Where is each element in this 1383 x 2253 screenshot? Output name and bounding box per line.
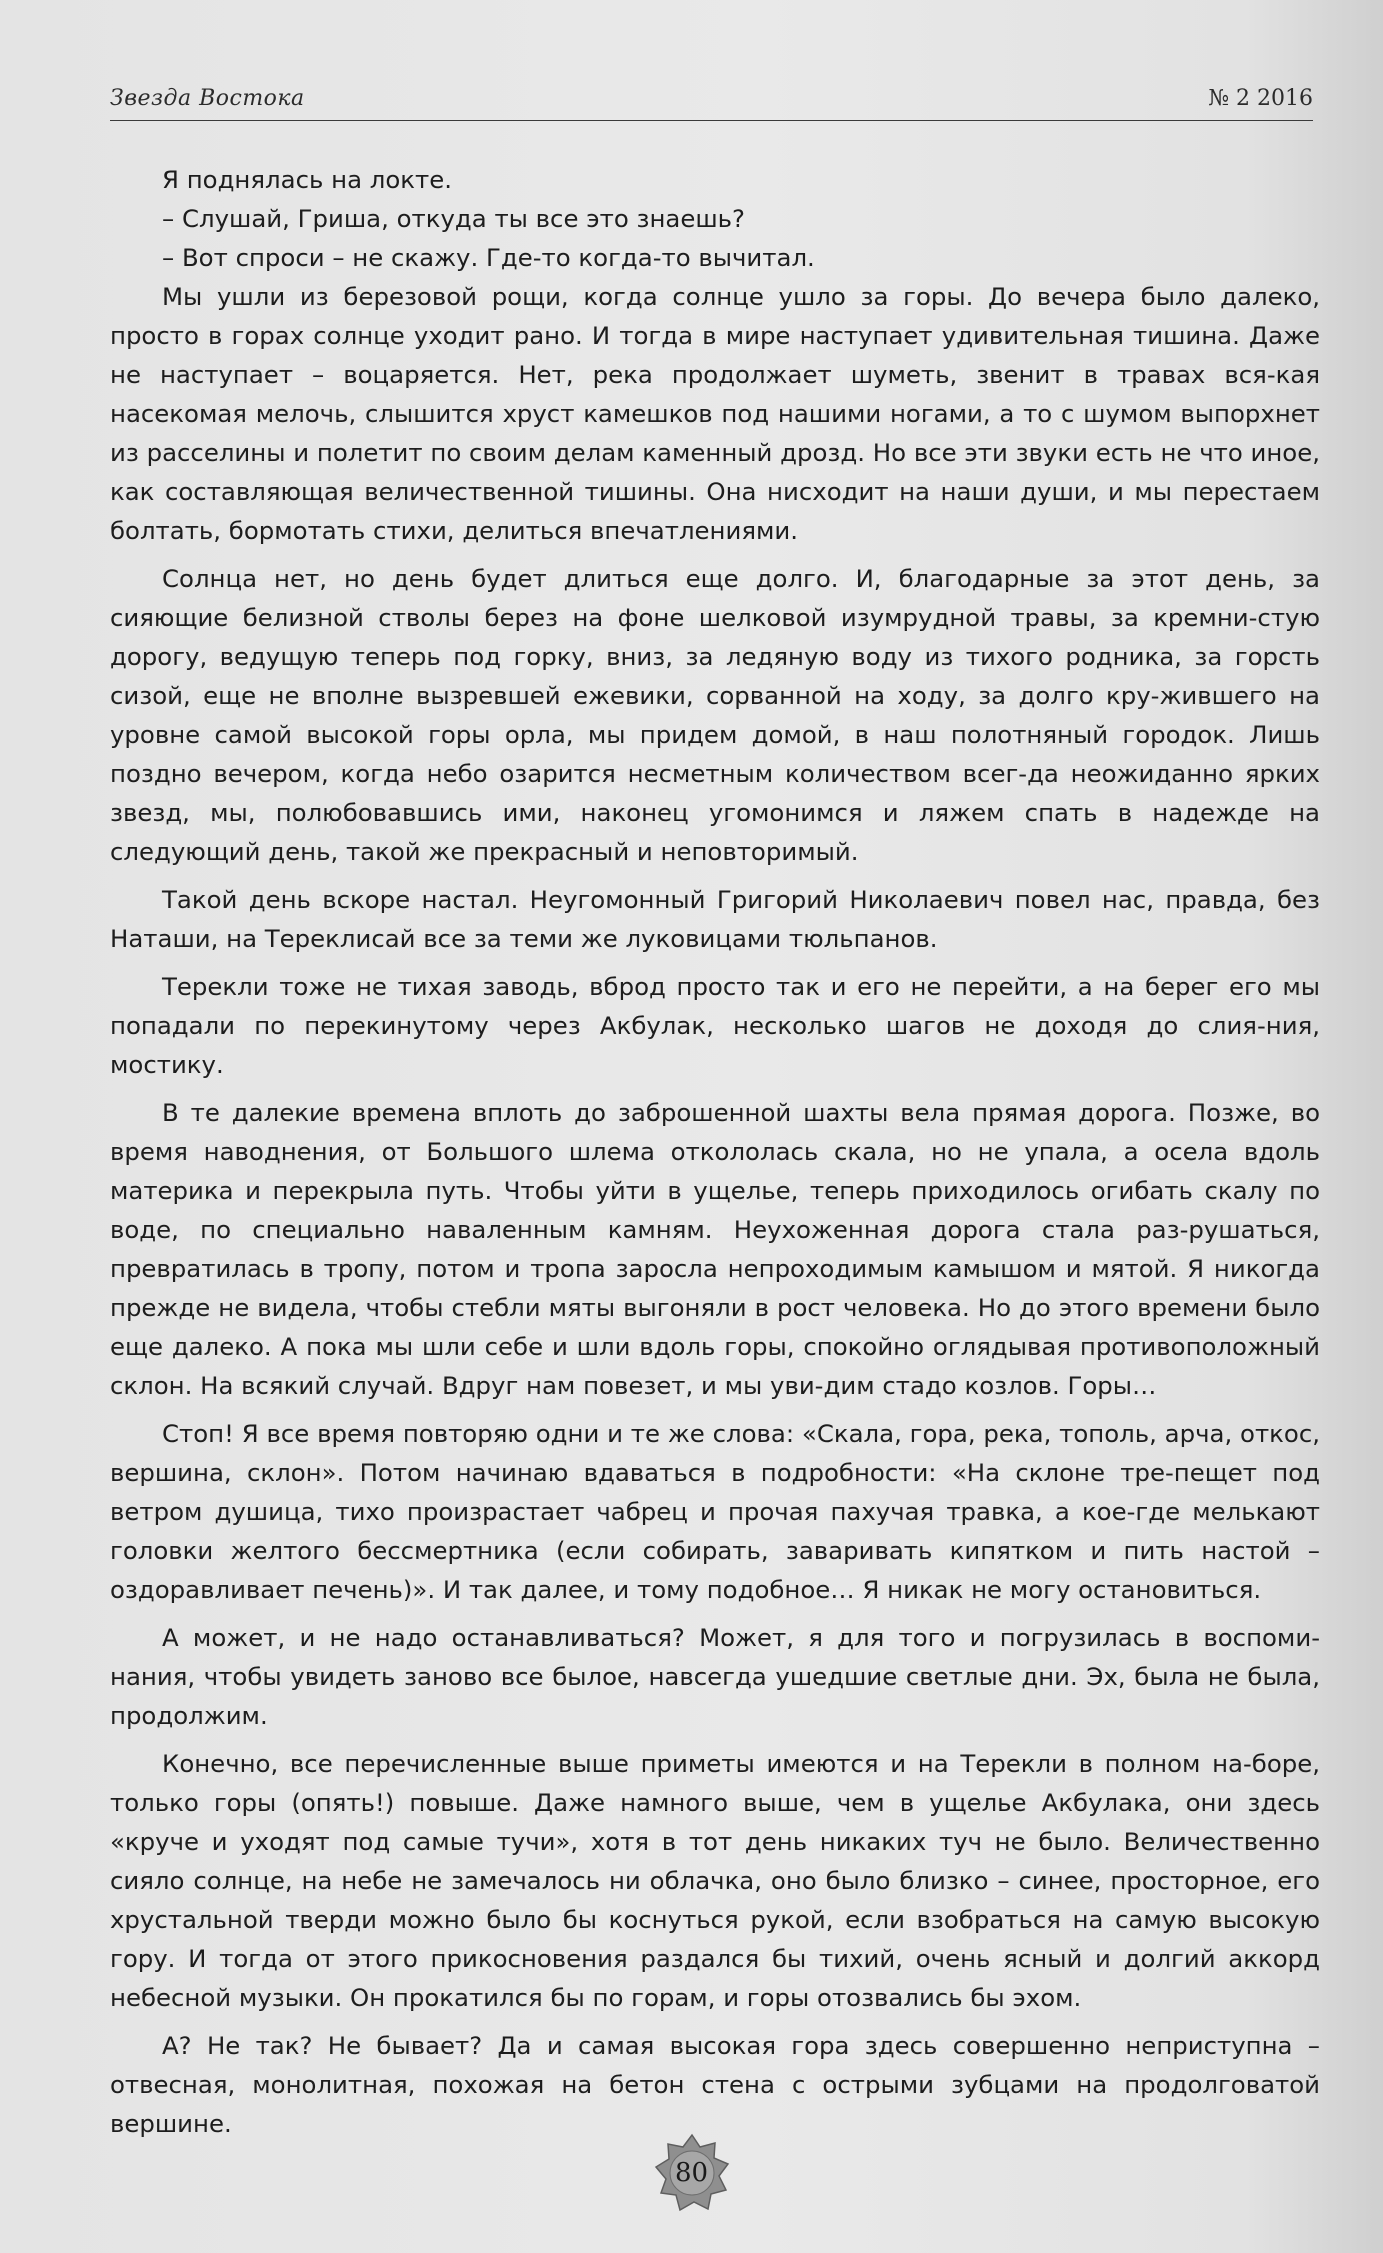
paragraph: Мы ушли из березовой рощи, когда солнце ушло за горы. До вечера было далеко, просто в горах солнце уходит рано. И тогда в мире наступает удивительная тишина. Даже не наступает – воцаряется. Нет, река продолжает шуметь, звенит в травах вся-кая насекомая мелочь, слышится хруст камешков под нашими ногами, а то с шумом выпорхнет из расселины и полетит по своим делам каменный дрозд. Но все эти звуки есть не что иное, как составляющая величественной тишины. Она нисходит на наши души, и мы перестаем болтать, бормотать стихи, делиться впечатлениями.	[110, 282, 1320, 545]
issue-number: № 2 2016	[1208, 86, 1313, 111]
paragraph: Терекли тоже не тихая заводь, вброд просто так и его не перейти, а на берег его мы попадали по перекинутому через Акбулак, несколько шагов не доходя до слия-ния, мостику.	[110, 972, 1320, 1079]
paragraph: Конечно, все перечисленные выше приметы имеются и на Терекли в полном на-боре, только горы (опять!) повыше. Даже намного выше, чем в ущелье Акбулака, они здесь «круче и уходят под самые тучи», хотя в тот день никаких туч не было. Величественно сияло солнце, на небе не замечалось ни облачка, оно было близко – синее, просторное, его хрустальной тверди можно было бы коснуться рукой, если взобраться на самую высокую гору. И тогда от этого прикосновения раздался бы тихий, очень ясный и долгий аккорд небесной музыки. Он прокатился бы по горам, и горы отозвались бы эхом.	[110, 1749, 1320, 2012]
paragraph: Такой день вскоре настал. Неугомонный Григорий Николаевич повел нас, правда, без Наташи, на Тереклисай все за теми же луковицами тюльпанов.	[110, 885, 1320, 953]
paragraph: А может, и не надо останавливаться? Может, я для того и погрузилась в воспоми-нания, чтобы увидеть заново все былое, навсегда ушедшие светлые дни. Эх, была не была, продолжим.	[110, 1623, 1320, 1730]
paragraph: – Слушай, Гриша, откуда ты все это знаешь?	[162, 204, 746, 233]
article-body	[110, 160, 1320, 2152]
page-footer	[652, 2133, 732, 2213]
running-header	[110, 80, 1313, 121]
paragraph: В те далекие времена вплоть до заброшенной шахты вела прямая дорога. Позже, во время наводнения, от Большого шлема откололась скала, но не упала, а осела вдоль материка и перекрыла путь. Чтобы уйти в ущелье, теперь приходилось огибать скалу по воде, по специально наваленным камням. Неухоженная дорога стала раз-рушаться, превратилась в тропу, потом и тропа заросла непроходимым камышом и мятой. Я никогда прежде не видела, чтобы стебли мяты выгоняли в рост человека. Но до этого времени было еще далеко. А пока мы шли себе и шли вдоль горы, спокойно оглядывая противоположный склон. На всякий случай. Вдруг нам повезет, и мы уви-дим стадо козлов. Горы…	[110, 1098, 1320, 1400]
journal-title: Звезда Востока	[110, 86, 305, 111]
paragraph: – Вот спроси – не скажу. Где-то когда-то вычитал.	[162, 243, 815, 272]
paragraph: Солнца нет, но день будет длиться еще долго. И, благодарные за этот день, за сияющие белизной стволы берез на фоне шелковой изумрудной травы, за кремни-стую дорогу, ведущую теперь под горку, вниз, за ледяную воду из тихого родника, за горсть сизой, еще не вполне вызревшей ежевики, сорванной на ходу, за долго кру-жившего на уровне самой высокой горы орла, мы придем домой, в наш полотняный городок. Лишь поздно вечером, когда небо озарится несметным количеством всег-да неожиданно ярких звезд, мы, полюбовавшись ими, наконец угомонимся и ляжем спать в надежде на следующий день, такой же прекрасный и неповторимый.	[110, 564, 1320, 866]
page-number: 80	[674, 2158, 709, 2188]
paragraph: Стоп! Я все время повторяю одни и те же слова: «Скала, гора, река, тополь, арча, откос, вершина, склон». Потом начинаю вдаваться в подробности: «На склоне тре-пещет под ветром душица, тихо произрастает чабрец и прочая пахучая травка, а кое-где мелькают головки желтого бессмертника (если собирать, заваривать кипятком и пить настой – оздоравливает печень)». И так далее, и тому подобное… Я никак не могу остановиться.	[110, 1419, 1320, 1604]
paragraph: А? Не так? Не бывает? Да и самая высокая гора здесь совершенно неприступна – отвесная, монолитная, похожая на бетон стена с острыми зубцами на продолговатой вершине.	[110, 2031, 1320, 2138]
paragraph: Я поднялась на локте.	[162, 165, 452, 194]
